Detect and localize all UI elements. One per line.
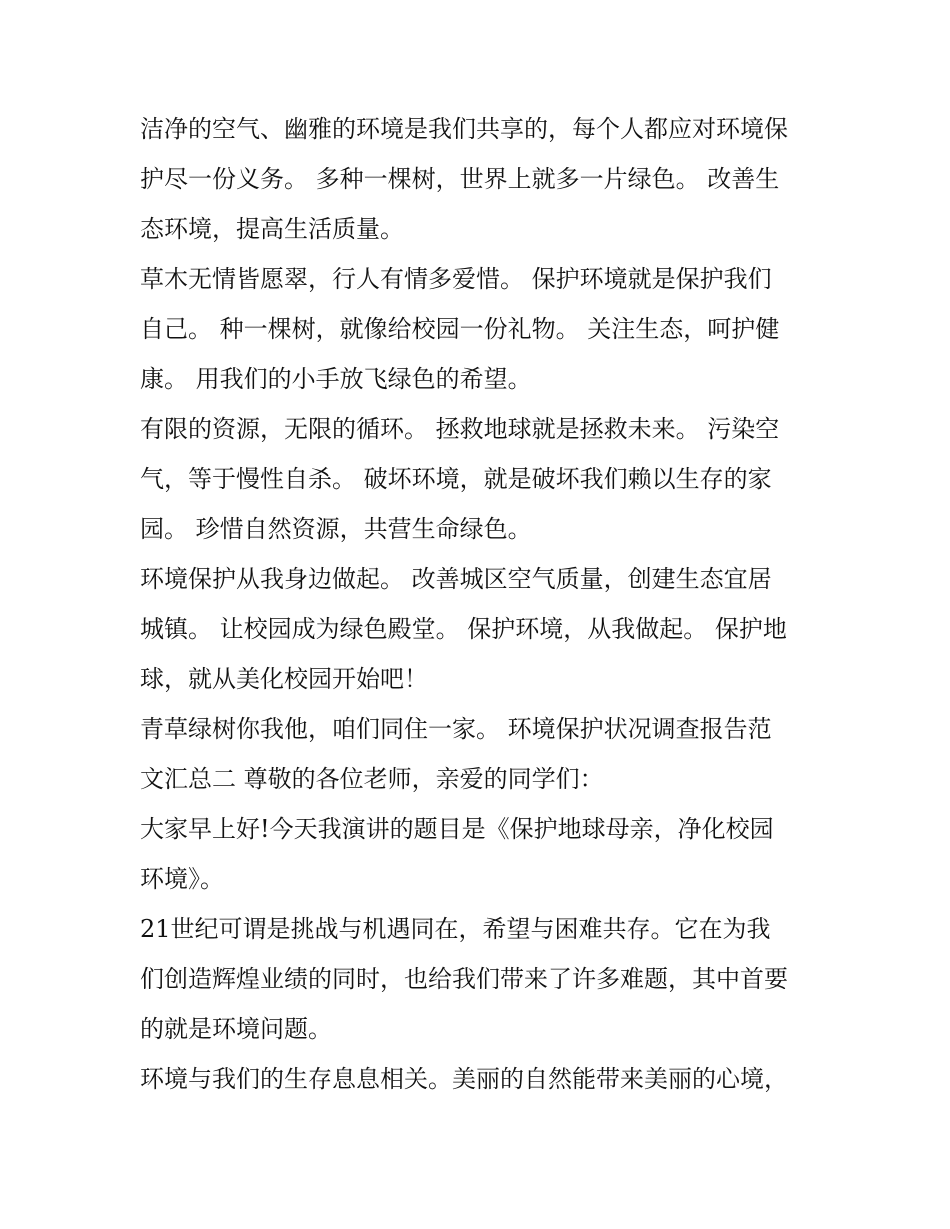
document-body: [140, 104, 820, 1104]
text-line: 环境与我们的生存息息相关。美丽的自然能带来美丽的心境，: [140, 1065, 788, 1093]
text-line: 洁净的空气、幽雅的环境是我们共享的，每个人都应对环境保: [140, 115, 788, 143]
text-line: 气，等于慢性自杀。 破坏环境，就是破坏我们赖以生存的家: [140, 465, 772, 493]
text-line: 21世纪可谓是挑战与机遇同在，希望与困难共存。它在为我: [140, 915, 771, 943]
text-line: 护尽一份义务。 多种一棵树，世界上就多一片绿色。 改善生: [140, 165, 780, 193]
text-line: 自己。 种一棵树，就像给校园一份礼物。 关注生态，呵护健: [140, 315, 780, 343]
text-line: 城镇。 让校园成为绿色殿堂。 保护环境，从我做起。 保护地: [140, 615, 787, 643]
paragraph-8: [140, 1054, 820, 1104]
paragraph-1: [140, 104, 820, 254]
text-line: 文汇总二 尊敬的各位老师，亲爱的同学们：: [140, 765, 604, 793]
text-line: 青草绿树你我他，咱们同住一家。 环境保护状况调查报告范: [140, 715, 772, 743]
text-line: 环境保护从我身边做起。 改善城区空气质量，创建生态宜居: [140, 565, 772, 593]
text-line: 园。 珍惜自然资源，共营生命绿色。: [140, 515, 532, 543]
text-line: 态环境，提高生活质量。: [140, 215, 404, 243]
paragraph-3: [140, 404, 820, 554]
text-line: 有限的资源，无限的循环。 拯救地球就是拯救未来。 污染空: [140, 415, 780, 443]
text-line: 草木无情皆愿翠，行人有情多爱惜。 保护环境就是保护我们: [140, 265, 772, 293]
text-line: 们创造辉煌业绩的同时，也给我们带来了许多难题，其中首要: [140, 965, 788, 993]
paragraph-5: [140, 704, 820, 804]
text-line: 大家早上好!今天我演讲的题目是《保护地球母亲，净化校园: [140, 815, 774, 843]
paragraph-6: [140, 804, 820, 904]
text-line: 的就是环境问题。: [140, 1015, 332, 1043]
paragraph-4: [140, 554, 820, 704]
text-line: 球，就从美化校园开始吧！: [140, 665, 428, 693]
text-line: 环境》。: [140, 865, 224, 893]
text-line: 康。 用我们的小手放飞绿色的希望。: [140, 365, 532, 393]
paragraph-7: [140, 904, 820, 1054]
paragraph-2: [140, 254, 820, 404]
